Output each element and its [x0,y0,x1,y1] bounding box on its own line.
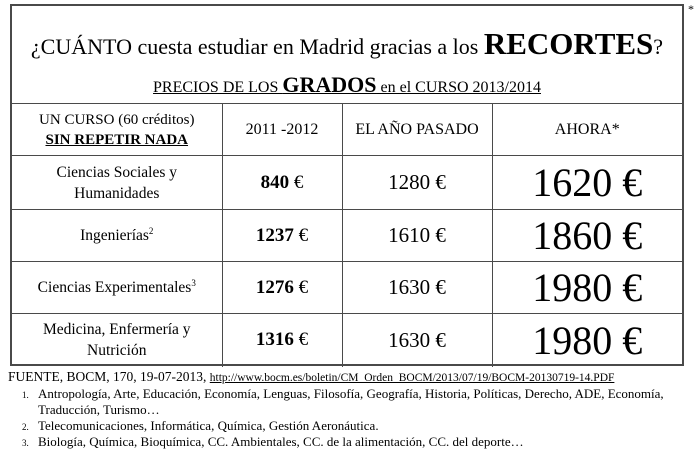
footnote-ref: 2 [148,225,154,236]
header-2011: 2011 -2012 [222,104,342,156]
footnote-ref: 3 [191,277,196,288]
row-price-2011 [222,210,342,262]
subheadline [12,72,682,98]
headline-text: ¿CUÁNTO cuesta estudiar en Madrid gracias a los [30,34,484,59]
currency: € [293,171,304,193]
footnote-text: Telecomunicaciones, Informática, Química, Gestión Aeronáutica. [38,418,379,433]
row-price-last: 1630 € [342,262,492,314]
price-poster [10,4,684,366]
subheadline-end: en el CURSO 2013/2014 [376,79,541,96]
footnote-number: 3. [22,438,29,448]
row-price-2011 [222,314,342,367]
category-label: Ciencias Experimentales [37,279,192,296]
row-price-2011 [222,262,342,314]
table-row [12,314,682,367]
price-2011-value: 1276 [255,276,294,298]
header-course [12,104,222,156]
price-2011-value: 1237 [255,224,294,246]
category-label: Ingenierías [80,227,149,244]
table-row [12,156,682,210]
footnote-number: 2. [22,422,29,432]
row-price-last: 1630 € [342,314,492,367]
header-now: AHORA* [492,104,682,156]
row-category [12,262,222,314]
currency: € [298,224,309,246]
price-2011-value: 1316 [255,329,294,351]
source-text: FUENTE, BOCM, 170, 19-07-2013, [8,369,210,384]
list-item [8,386,668,418]
row-price-now: 1980 € [492,314,682,367]
table-row [12,210,682,262]
headline [12,26,682,62]
header-last-year: EL AÑO PASADO [342,104,492,156]
table-row [12,262,682,314]
subheadline-underlined [153,72,541,97]
category-label: Ciencias Sociales y Humanidades [56,163,178,202]
row-category [12,156,222,210]
footnotes [8,386,668,450]
footnote-number: 1. [22,390,29,400]
subheadline-text: PRECIOS DE LOS [153,79,283,96]
source-link[interactable]: http://www.bocm.es/boletin/CM_Orden_BOCM/2013/07/19/BOCM-20130719-14.PDF [209,372,615,384]
price-2011-value: 840 [260,171,290,193]
currency: € [298,276,309,298]
header-course-line2: SIN REPETIR NADA [45,131,189,148]
row-price-last: 1280 € [342,156,492,210]
list-item [8,418,668,434]
subheadline-emphasis: GRADOS [282,72,377,97]
row-price-2011 [222,156,342,210]
headline-emphasis: RECORTES [483,26,654,61]
footnote-text: Biología, Química, Bioquímica, CC. Ambientales, CC. de la alimentación, CC. del deporte… [38,434,524,449]
row-category [12,314,222,367]
row-price-now: 1980 € [492,262,682,314]
currency: € [298,329,309,351]
footnote-text: Antropología, Arte, Educación, Economía, Lenguas, Filosofía, Geografía, Historia, Políticas, Derecho, ADE, Economía, Traducción, Turismo… [38,386,664,417]
corner-asterisk: * [688,2,694,16]
row-price-now: 1860 € [492,210,682,262]
list-item [8,434,668,450]
headline-end: ? [653,34,664,59]
table-header-row [12,104,682,156]
price-table [12,103,682,367]
row-price-last: 1610 € [342,210,492,262]
header-course-line1: UN CURSO (60 créditos) [39,111,195,128]
row-category [12,210,222,262]
source-line [8,369,614,385]
category-label: Medicina, Enfermería y Nutrición [42,321,191,360]
row-price-now: 1620 € [492,156,682,210]
